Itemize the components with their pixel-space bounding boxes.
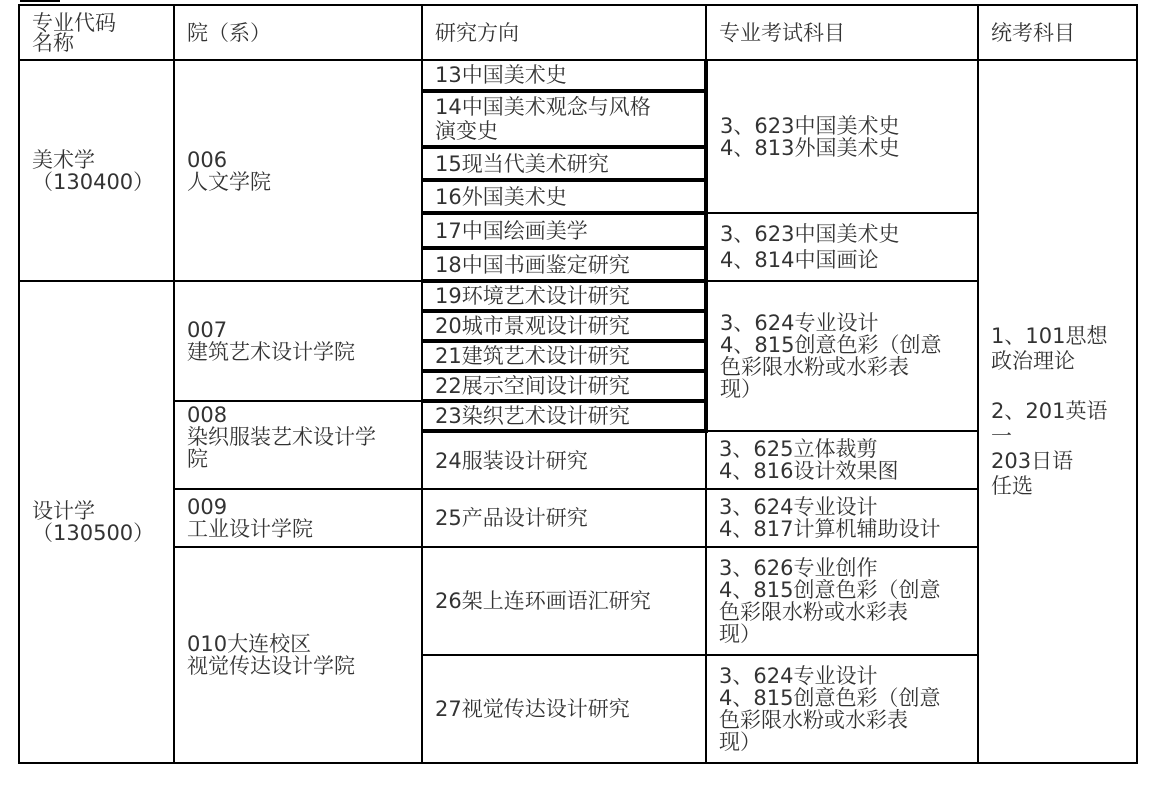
direction-cell: 23染织艺术设计研究 xyxy=(422,401,706,431)
header-department: 院（系） xyxy=(174,5,422,60)
direction-cell: 22展示空间设计研究 xyxy=(422,371,706,401)
direction-cell: 14中国美术观念与风格 演变史 xyxy=(422,91,706,147)
exam-cell: 3、624专业设计 4、815创意色彩（创意 色彩限水粉或水彩表 现） xyxy=(706,281,978,431)
department-cell: 009 工业设计学院 xyxy=(174,489,422,547)
department-cell: 007 建筑艺术设计学院 xyxy=(174,281,422,401)
unified-exam-cell: 1、101思想 政治理论 2、201英语 一 203日语 任选 xyxy=(978,60,1137,763)
direction-cell: 24服装设计研究 xyxy=(422,431,706,489)
header-major: 专业代码 名称 xyxy=(19,5,174,60)
exam-cell: 3、623中国美术史 4、814中国画论 xyxy=(706,213,978,281)
direction-cell: 18中国书画鉴定研究 xyxy=(422,248,706,281)
department-cell: 010大连校区 视觉传达设计学院 xyxy=(174,547,422,763)
direction-cell: 13中国美术史 xyxy=(422,60,706,91)
exam-cell: 3、625立体裁剪 4、816设计效果图 xyxy=(706,431,978,489)
header-direction: 研究方向 xyxy=(422,5,706,60)
exam-cell: 3、626专业创作 4、815创意色彩（创意 色彩限水粉或水彩表 现） xyxy=(706,547,978,655)
direction-cell: 20城市景观设计研究 xyxy=(422,311,706,341)
header-unified: 统考科目 xyxy=(978,5,1137,60)
direction-cell: 15现当代美术研究 xyxy=(422,147,706,180)
direction-cell: 27视觉传达设计研究 xyxy=(422,655,706,763)
department-cell: 008 染织服装艺术设计学 院 xyxy=(174,401,422,489)
direction-cell: 17中国绘画美学 xyxy=(422,213,706,248)
table-header-row xyxy=(19,5,1137,60)
admissions-table xyxy=(18,4,1138,764)
direction-cell: 19环境艺术设计研究 xyxy=(422,281,706,311)
direction-cell: 25产品设计研究 xyxy=(422,489,706,547)
direction-cell: 21建筑艺术设计研究 xyxy=(422,341,706,371)
table-row xyxy=(19,60,1137,91)
direction-cell: 26架上连环画语汇研究 xyxy=(422,547,706,655)
table-row xyxy=(19,489,1137,547)
major-cell: 美术学 （130400） xyxy=(19,60,174,281)
table-row xyxy=(19,281,1137,311)
major-cell: 设计学 （130500） xyxy=(19,281,174,763)
department-cell: 006 人文学院 xyxy=(174,60,422,281)
header-exam: 专业考试科目 xyxy=(706,5,978,60)
exam-cell: 3、623中国美术史 4、813外国美术史 xyxy=(706,60,978,213)
exam-cell: 3、624专业设计 4、815创意色彩（创意 色彩限水粉或水彩表 现） xyxy=(706,655,978,763)
table-row xyxy=(19,547,1137,655)
direction-cell: 16外国美术史 xyxy=(422,180,706,213)
exam-cell: 3、624专业设计 4、817计算机辅助设计 xyxy=(706,489,978,547)
